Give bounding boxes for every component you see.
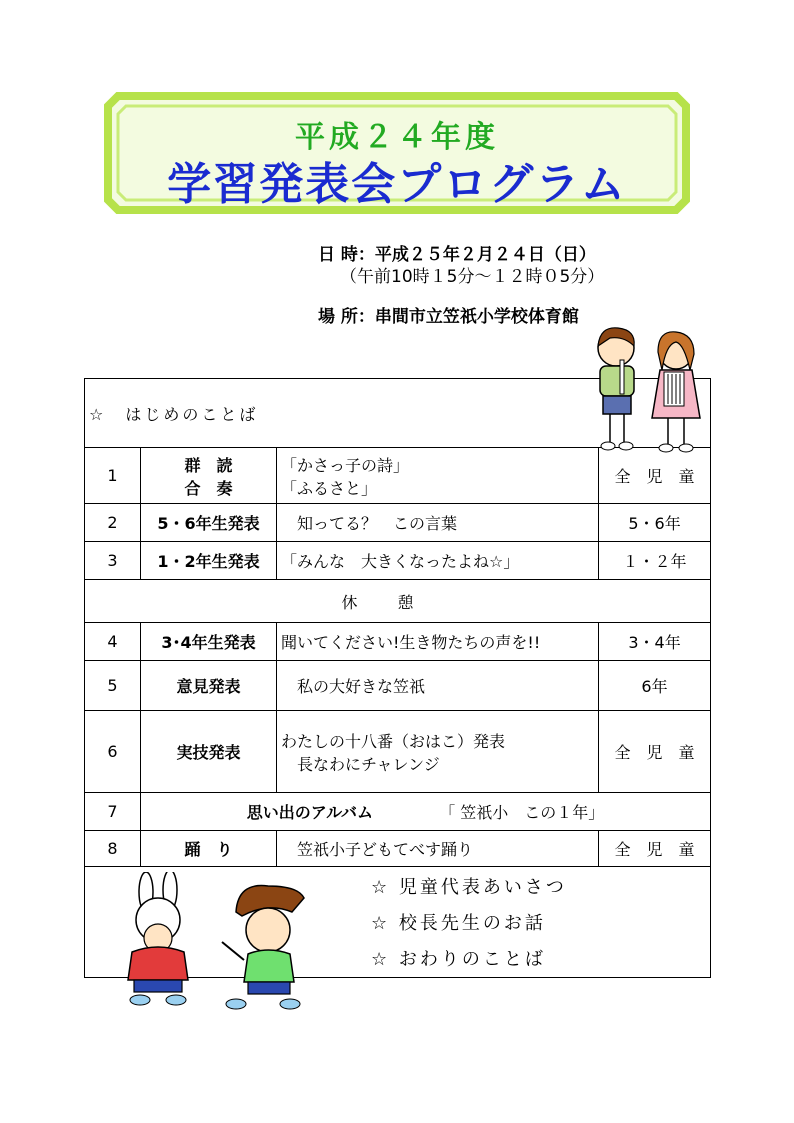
item-number: 1 [85, 448, 141, 504]
table-row [85, 504, 711, 542]
table-row [85, 623, 711, 661]
opening-row: ☆ はじめのことば [85, 379, 711, 448]
item-performers: 全 児 童 [599, 711, 711, 793]
table-row [85, 711, 711, 793]
item-number: 3 [85, 542, 141, 580]
item-performers: 6年 [599, 661, 711, 711]
item-category: 5・6年生発表 [141, 504, 277, 542]
costume-children-illustration [118, 872, 318, 1014]
item-performers: １・２年 [599, 542, 711, 580]
item-content: 「みんな 大きくなったよね☆」 [277, 542, 599, 580]
children-musicians-illustration [580, 322, 710, 462]
item-content: 知ってる？ この言葉 [277, 504, 599, 542]
item-category: 思い出のアルバム [246, 803, 373, 822]
item-category: 意見発表 [141, 661, 277, 711]
item-category: 踊 り [141, 831, 277, 867]
item-content-text: 「 笠祇小 この１年」 [439, 803, 605, 822]
year-title: 平成２４年度 [295, 120, 499, 155]
table-row [85, 661, 711, 711]
item-number: 5 [85, 661, 141, 711]
table-row [85, 831, 711, 867]
item-content [141, 793, 711, 831]
item-performers: 全 児 童 [599, 831, 711, 867]
item-performers: 5・6年 [599, 504, 711, 542]
item-content: 聞いてください!生き物たちの声を!! [277, 623, 599, 661]
event-date: 日 時：平成２５年２月２４日（日） [318, 245, 596, 265]
closing-item: ☆ おわりのことば [371, 949, 546, 970]
event-place: 場 所：串間市立笠祇小学校体育館 [318, 307, 579, 327]
item-content: 笠祇小子どもてべす踊り [277, 831, 599, 867]
item-number: 7 [85, 793, 141, 831]
item-number: 2 [85, 504, 141, 542]
item-category: 3･4年生発表 [141, 623, 277, 661]
item-content: わたしの十八番（おはこ）発表 長なわにチャレンジ [277, 711, 599, 793]
item-number: 8 [85, 831, 141, 867]
closing-item: ☆ 校長先生のお話 [371, 913, 546, 934]
table-row [85, 793, 711, 831]
item-category: 1・2年生発表 [141, 542, 277, 580]
item-content: 「かさっ子の詩」 「ふるさと」 [277, 448, 599, 504]
item-number: 6 [85, 711, 141, 793]
item-category: 実技発表 [141, 711, 277, 793]
event-time: （午前10時１5分～１２時０5分） [340, 267, 605, 287]
table-row [85, 542, 711, 580]
break-row: 休憩 [85, 580, 711, 623]
item-number: 4 [85, 623, 141, 661]
closing-item: ☆ 児童代表あいさつ [371, 877, 567, 898]
item-performers: 全 児 童 [599, 448, 711, 504]
item-content: 私の大好きな笠祇 [277, 661, 599, 711]
item-category: 群 読 合 奏 [141, 448, 277, 504]
item-performers: 3・4年 [599, 623, 711, 661]
main-title: 学習発表会プログラム [167, 159, 627, 210]
